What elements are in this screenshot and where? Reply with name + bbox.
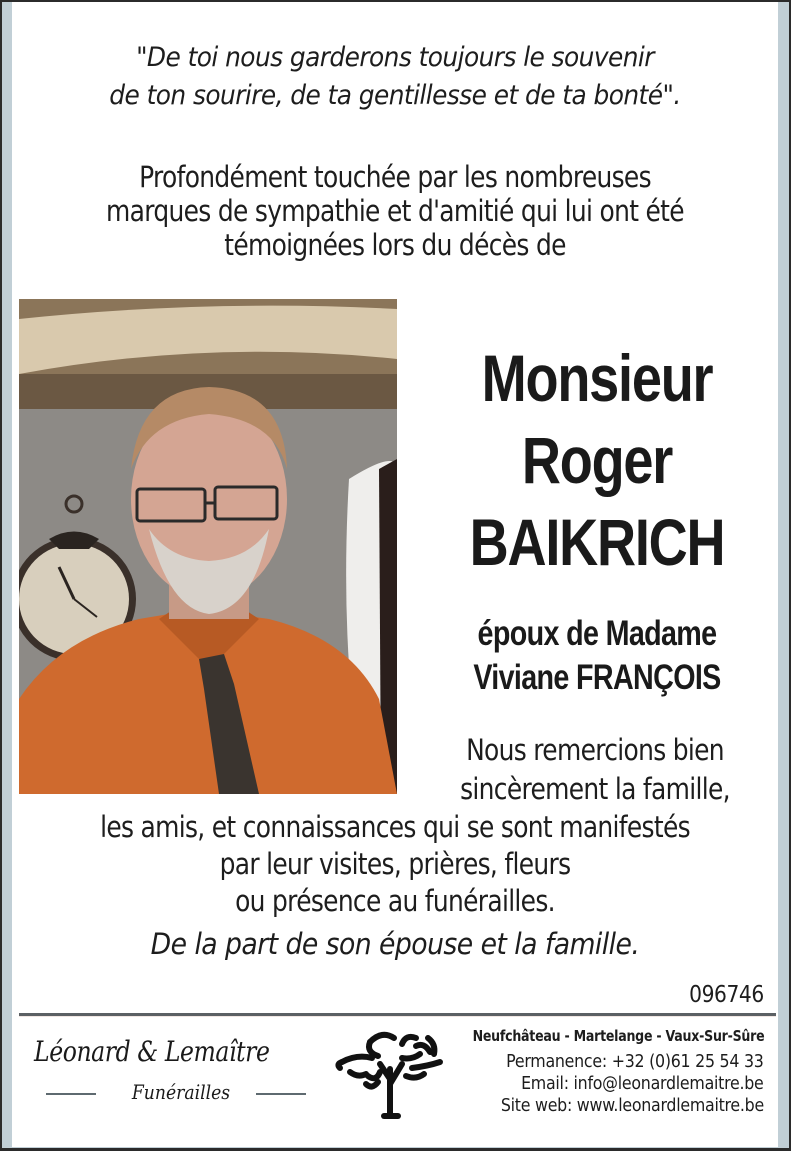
intro-line-1: Profondément touchée par les nombreuses	[139, 160, 651, 194]
website-link[interactable]: Site web: www.leonardlemaitre.be	[500, 1095, 764, 1116]
locations: Neufchâteau - Martelange - Vaux-Sur-Sûre	[472, 1027, 764, 1045]
company-name: Léonard & Lemaître	[34, 1035, 270, 1068]
deceased-title: Monsieur	[481, 341, 713, 415]
thanks-line-3: les amis, et connaissances qui se sont manifestés	[100, 810, 690, 844]
company-subtitle-block	[46, 1080, 306, 1106]
intro-line-3: témoignées lors du décès de	[224, 228, 566, 262]
thanks-line-4: par leur visites, prières, fleurs	[219, 847, 571, 881]
tree-icon	[332, 1024, 452, 1124]
email-link[interactable]: Email: info@leonardlemaitre.be	[521, 1073, 764, 1094]
reference-number: 096746	[689, 982, 764, 1008]
quote-line-2: de ton sourire, de ta gentillesse et de ta bonté".	[109, 80, 681, 111]
thanks-line-1: Nous remercions bien	[466, 733, 724, 767]
subtitle-rule-right	[256, 1093, 306, 1095]
thanks-line-2: sincèrement la famille,	[460, 772, 730, 806]
deceased-last-name: BAIKRICH	[469, 505, 725, 579]
intro-line-2: marques de sympathie et d'amitié qui lui ont été	[106, 194, 684, 228]
obituary-notice	[12, 2, 778, 1147]
phone: Permanence: +32 (0)61 25 54 33	[506, 1051, 764, 1072]
subtitle-rule-left	[46, 1093, 96, 1095]
spouse-line-2: Viviane FRANÇOIS	[473, 658, 721, 697]
thanks-line-5: ou présence au funérailles.	[235, 884, 555, 918]
portrait-photo	[19, 299, 397, 794]
deceased-first-name: Roger	[521, 423, 673, 497]
quote-line-1: "De toi nous garderons toujours le souvenir	[136, 42, 654, 73]
spouse-line-1: époux de Madame	[477, 614, 717, 653]
footer-divider-shadow	[19, 1016, 776, 1017]
signature: De la part de son épouse et la famille.	[150, 927, 640, 961]
company-subtitle: Funérailles	[131, 1080, 231, 1104]
